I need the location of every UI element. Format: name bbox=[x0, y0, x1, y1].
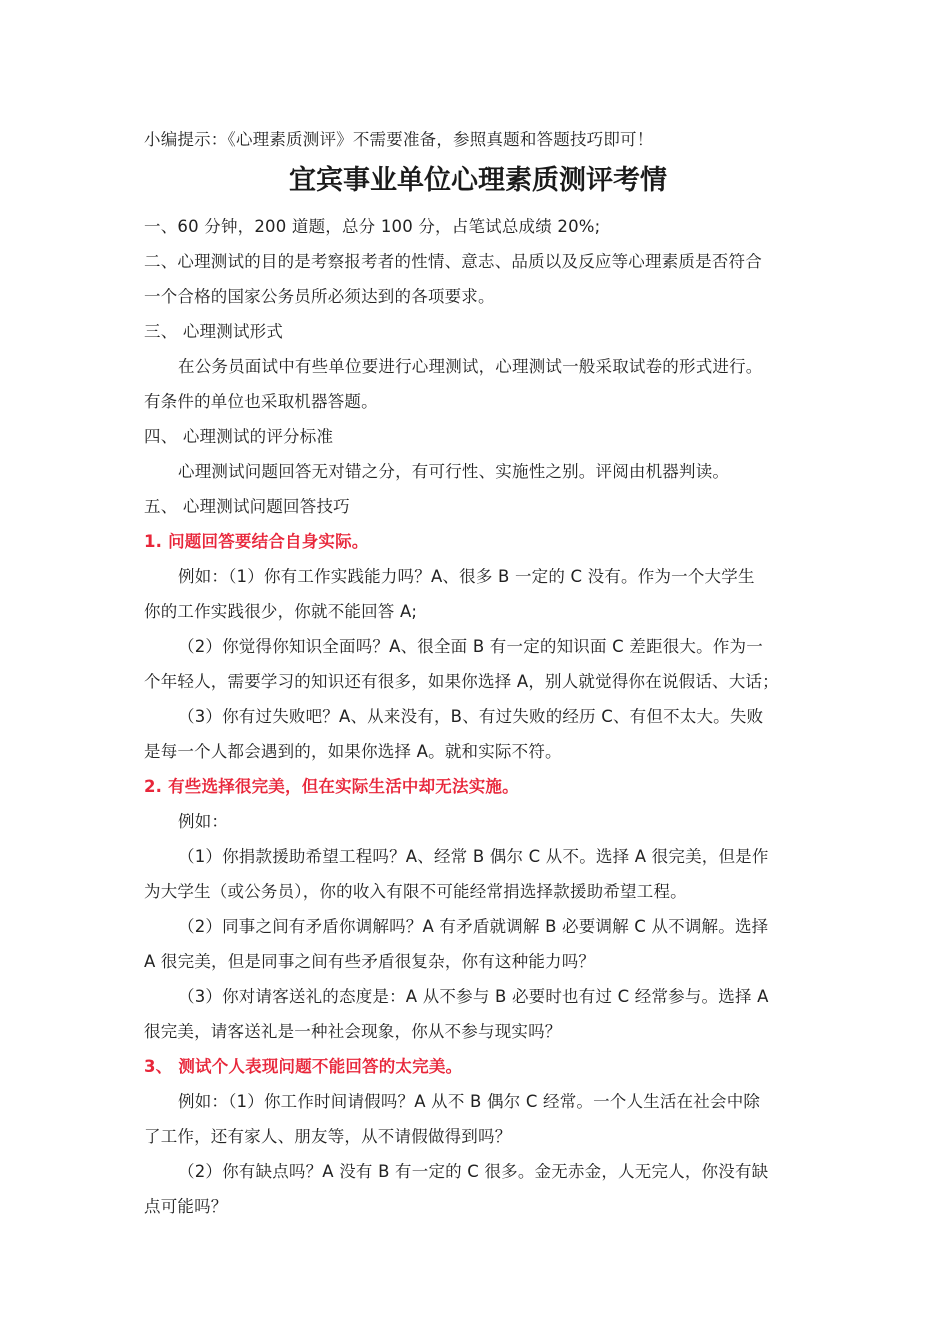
paragraph-line: 点可能吗？ bbox=[144, 1197, 228, 1216]
paragraph-line: （3）你有过失败吧？A、从来没有，B、有过失败的经历 C、有但不太大。失败 bbox=[178, 707, 764, 726]
section-heading: 三、 心理测试形式 bbox=[144, 322, 284, 341]
tip-heading-2: 2. 有些选择很完美，但在实际生活中却无法实施。 bbox=[144, 777, 519, 796]
document-body bbox=[144, 122, 812, 1224]
paragraph-line: （1）你捐款援助希望工程吗？A、经常 B 偶尔 C 从不。选择 A 很完美，但是作 bbox=[178, 847, 769, 866]
paragraph-line: 例如： bbox=[178, 812, 229, 831]
paragraph-line: 你的工作实践很少，你就不能回答 A; bbox=[144, 602, 418, 621]
paragraph-line: 是每一个人都会遇到的，如果你选择 A。就和实际不符。 bbox=[144, 742, 562, 761]
paragraph-line: 很完美，请客送礼是一种社会现象，你从不参与现实吗？ bbox=[144, 1022, 562, 1041]
paragraph-line: 例如：（1）你工作时间请假吗？A 从不 B 偶尔 C 经常。一个人生活在社会中除 bbox=[178, 1092, 761, 1111]
tip-heading-1: 1. 问题回答要结合自身实际。 bbox=[144, 532, 369, 551]
editor-tip: 小编提示：《心理素质测评》不需要准备，参照真题和答题技巧即可！ bbox=[144, 130, 654, 149]
paragraph-line: 为大学生（或公务员），你的收入有限不可能经常捐选择款援助希望工程。 bbox=[144, 882, 687, 901]
paragraph-line: （2）你觉得你知识全面吗？A、很全面 B 有一定的知识面 C 差距很大。作为一 bbox=[178, 637, 763, 656]
paragraph-line: 了工作，还有家人、朋友等，从不请假做得到吗？ bbox=[144, 1127, 512, 1146]
paragraph-line: 个年轻人，需要学习的知识还有很多，如果你选择 A，别人就觉得你在说假话、大话； bbox=[144, 672, 779, 691]
paragraph-line: 心理测试问题回答无对错之分，有可行性、实施性之别。评阅由机器判读。 bbox=[178, 462, 730, 481]
paragraph-line: 例如：（1）你有工作实践能力吗？A、很多 B 一定的 C 没有。作为一个大学生 bbox=[178, 567, 755, 586]
paragraph-line: A 很完美，但是同事之间有些矛盾很复杂，你有这种能力吗？ bbox=[144, 952, 596, 971]
paragraph-line: （3）你对请客送礼的态度是：A 从不参与 B 必要时也有过 C 经常参与。选择 A bbox=[178, 987, 769, 1006]
paragraph-line: 一个合格的国家公务员所必须达到的各项要求。 bbox=[144, 287, 495, 306]
paragraph-line: 有条件的单位也采取机器答题。 bbox=[144, 392, 378, 411]
document-title: 宜宾事业单位心理素质测评考情 bbox=[289, 165, 667, 196]
paragraph-line: 在公务员面试中有些单位要进行心理测试，心理测试一般采取试卷的形式进行。 bbox=[178, 357, 763, 376]
section-heading: 五、 心理测试问题回答技巧 bbox=[144, 497, 350, 516]
paragraph-line: （2）你有缺点吗？A 没有 B 有一定的 C 很多。金无赤金，人无完人，你没有缺 bbox=[178, 1162, 769, 1181]
paragraph-line: （2）同事之间有矛盾你调解吗？A 有矛盾就调解 B 必要调解 C 从不调解。选择 bbox=[178, 917, 769, 936]
section-heading: 四、 心理测试的评分标准 bbox=[144, 427, 334, 446]
paragraph-line: 二、心理测试的目的是考察报考者的性情、意志、品质以及反应等心理素质是否符合 bbox=[144, 252, 762, 271]
paragraph-line: 一、60 分钟，200 道题，总分 100 分，占笔试总成绩 20%; bbox=[144, 217, 601, 236]
tip-heading-3: 3、 测试个人表现问题不能回答的太完美。 bbox=[144, 1057, 463, 1076]
